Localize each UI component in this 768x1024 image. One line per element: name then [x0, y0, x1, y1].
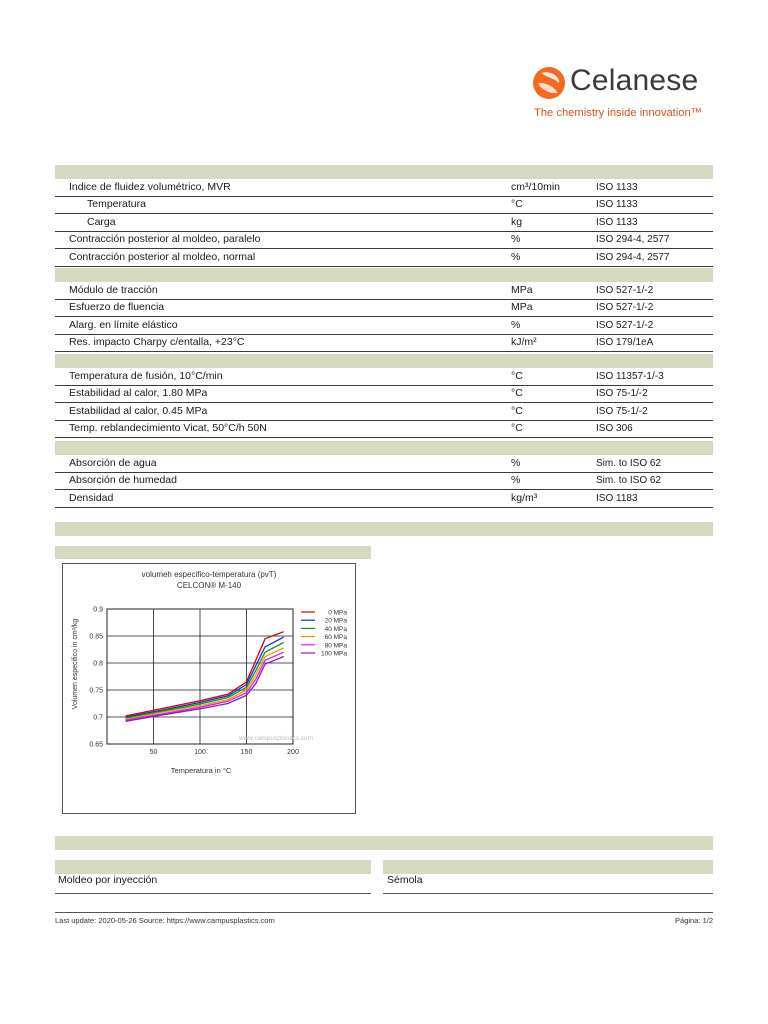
legend-label: 40 MPa	[324, 625, 347, 633]
table-row	[55, 455, 713, 473]
test-standard: ISO 1183	[596, 492, 638, 504]
y-tick-label: 0.85	[89, 633, 103, 641]
property-unit: °C	[511, 404, 523, 417]
table-row	[55, 196, 713, 214]
table-row	[55, 368, 713, 386]
section-band	[55, 522, 713, 536]
legend-label: 100 MPa	[320, 650, 347, 658]
property-name: Absorción de agua	[69, 457, 157, 469]
chart-title: volumeh especifico-temperatura (pvT)	[141, 570, 277, 579]
property-name: Temperatura	[87, 198, 146, 211]
chart-grid	[89, 607, 299, 757]
delivery-form: Sémola	[387, 874, 423, 886]
table-row	[55, 420, 713, 438]
property-name: Temp. reblandecimiento Vicat, 50°C/h 50N	[69, 422, 267, 435]
property-name: Contracción posterior al moldeo, paralelo	[69, 233, 261, 246]
divider	[55, 893, 371, 894]
test-standard: ISO 1133	[596, 182, 638, 193]
test-standard: ISO 527-1/-2	[596, 285, 654, 296]
test-standard: ISO 527-1/-2	[596, 319, 654, 331]
legend-label: 80 MPa	[324, 642, 347, 650]
test-standard: ISO 179/1eA	[596, 337, 654, 349]
footer-page: Página: 1/2	[675, 916, 713, 925]
processing-band	[55, 836, 713, 850]
chart-ylabel: Volumen especifico in cm³/kg	[72, 618, 79, 710]
test-standard: Sim. to ISO 62	[596, 475, 662, 487]
property-unit: %	[511, 250, 521, 263]
celanese-logo-icon	[532, 66, 566, 100]
property-name: Indice de fluidez volumétrico, MVR	[69, 181, 231, 193]
property-unit: °C	[511, 198, 523, 211]
footer-divider	[55, 912, 713, 913]
chart-header-band	[55, 546, 371, 559]
chart-svg	[63, 564, 355, 813]
table-row	[55, 214, 713, 232]
property-unit: MPa	[511, 284, 533, 296]
test-standard: ISO 1133	[596, 216, 638, 228]
property-name: Alarg. en límite elástico	[69, 318, 178, 331]
test-standard: ISO 75-1/-2	[596, 405, 648, 417]
test-standard: ISO 527-1/-2	[596, 302, 654, 314]
chart-subtitle: CELCON® M-140	[176, 581, 242, 590]
y-tick-label: 0.8	[93, 660, 103, 668]
table-row	[55, 334, 713, 352]
property-unit: %	[511, 318, 521, 331]
table-row	[55, 317, 713, 335]
test-standard: ISO 294-4, 2577	[596, 251, 670, 263]
celanese-logo	[532, 64, 722, 124]
property-unit: kJ/m²	[511, 336, 537, 349]
property-name: Temperatura de fusión, 10°C/min	[69, 370, 223, 382]
processing-method: Moldeo por inyección	[58, 874, 158, 886]
processing-right-band	[383, 860, 713, 874]
processing-left-band	[55, 860, 371, 874]
logo-tagline: The chemistry inside innovation™	[534, 107, 702, 119]
table-row	[55, 231, 713, 249]
chart-lines	[126, 632, 284, 722]
pvt-chart	[62, 563, 356, 814]
y-tick-label: 0.75	[89, 687, 103, 695]
property-name: Densidad	[69, 491, 114, 504]
property-unit: %	[511, 457, 521, 469]
section-band	[55, 165, 713, 179]
test-standard: Sim. to ISO 62	[596, 458, 662, 469]
table-row	[55, 490, 713, 508]
property-name: Absorción de humedad	[69, 474, 177, 487]
test-standard: ISO 1133	[596, 199, 638, 211]
test-standard: ISO 294-4, 2577	[596, 234, 670, 246]
test-standard: ISO 11357-1/-3	[596, 371, 664, 382]
table-row	[55, 249, 713, 267]
property-name: Estabilidad al calor, 0.45 MPa	[69, 404, 208, 417]
section-band	[55, 441, 713, 455]
footer-source: Last update: 2020-05-26 Source: https://www.campusplastics.com	[55, 916, 275, 925]
section-band	[55, 354, 713, 368]
divider	[383, 893, 713, 894]
property-unit: kg	[511, 215, 523, 228]
table-row	[55, 472, 713, 490]
chart-xlabel: Temperatura in °C	[170, 766, 232, 775]
property-name: Esfuerzo de fluencia	[69, 301, 165, 314]
section-band	[55, 268, 713, 282]
property-unit: %	[511, 474, 521, 487]
property-unit: MPa	[511, 301, 533, 314]
property-name: Carga	[87, 215, 116, 228]
legend-label: 60 MPa	[324, 634, 347, 642]
table-row	[55, 299, 713, 317]
y-tick-label: 0.65	[89, 741, 103, 749]
property-unit: cm³/10min	[511, 181, 561, 193]
property-name: Res. impacto Charpy c/entalla, +23°C	[69, 336, 245, 349]
property-unit: kg/m³	[511, 491, 538, 504]
property-name: Estabilidad al calor, 1.80 MPa	[69, 387, 208, 400]
test-standard: ISO 75-1/-2	[596, 388, 648, 400]
logo-name: Celanese	[570, 64, 699, 97]
x-tick-label: 50	[149, 749, 158, 756]
y-tick-label: 0.9	[93, 606, 103, 614]
x-tick-label: 100	[194, 749, 206, 756]
x-tick-label: 200	[287, 749, 299, 756]
table-row	[55, 179, 713, 197]
property-unit: °C	[511, 387, 523, 400]
chart-legend	[301, 610, 347, 658]
property-unit: °C	[511, 422, 523, 435]
y-tick-label: 0.7	[93, 714, 103, 722]
property-unit: °C	[511, 370, 523, 382]
legend-label: 20 MPa	[324, 617, 347, 625]
chart-watermark: www.campusplastics.com	[239, 735, 314, 742]
property-name: Módulo de tracción	[69, 284, 158, 296]
legend-label: 0 MPa	[328, 609, 347, 617]
property-unit: %	[511, 233, 521, 246]
property-name: Contracción posterior al moldeo, normal	[69, 250, 256, 263]
table-row	[55, 385, 713, 403]
test-standard: ISO 306	[596, 423, 633, 435]
x-tick-label: 150	[240, 749, 253, 756]
table-row	[55, 282, 713, 300]
table-row	[55, 403, 713, 421]
